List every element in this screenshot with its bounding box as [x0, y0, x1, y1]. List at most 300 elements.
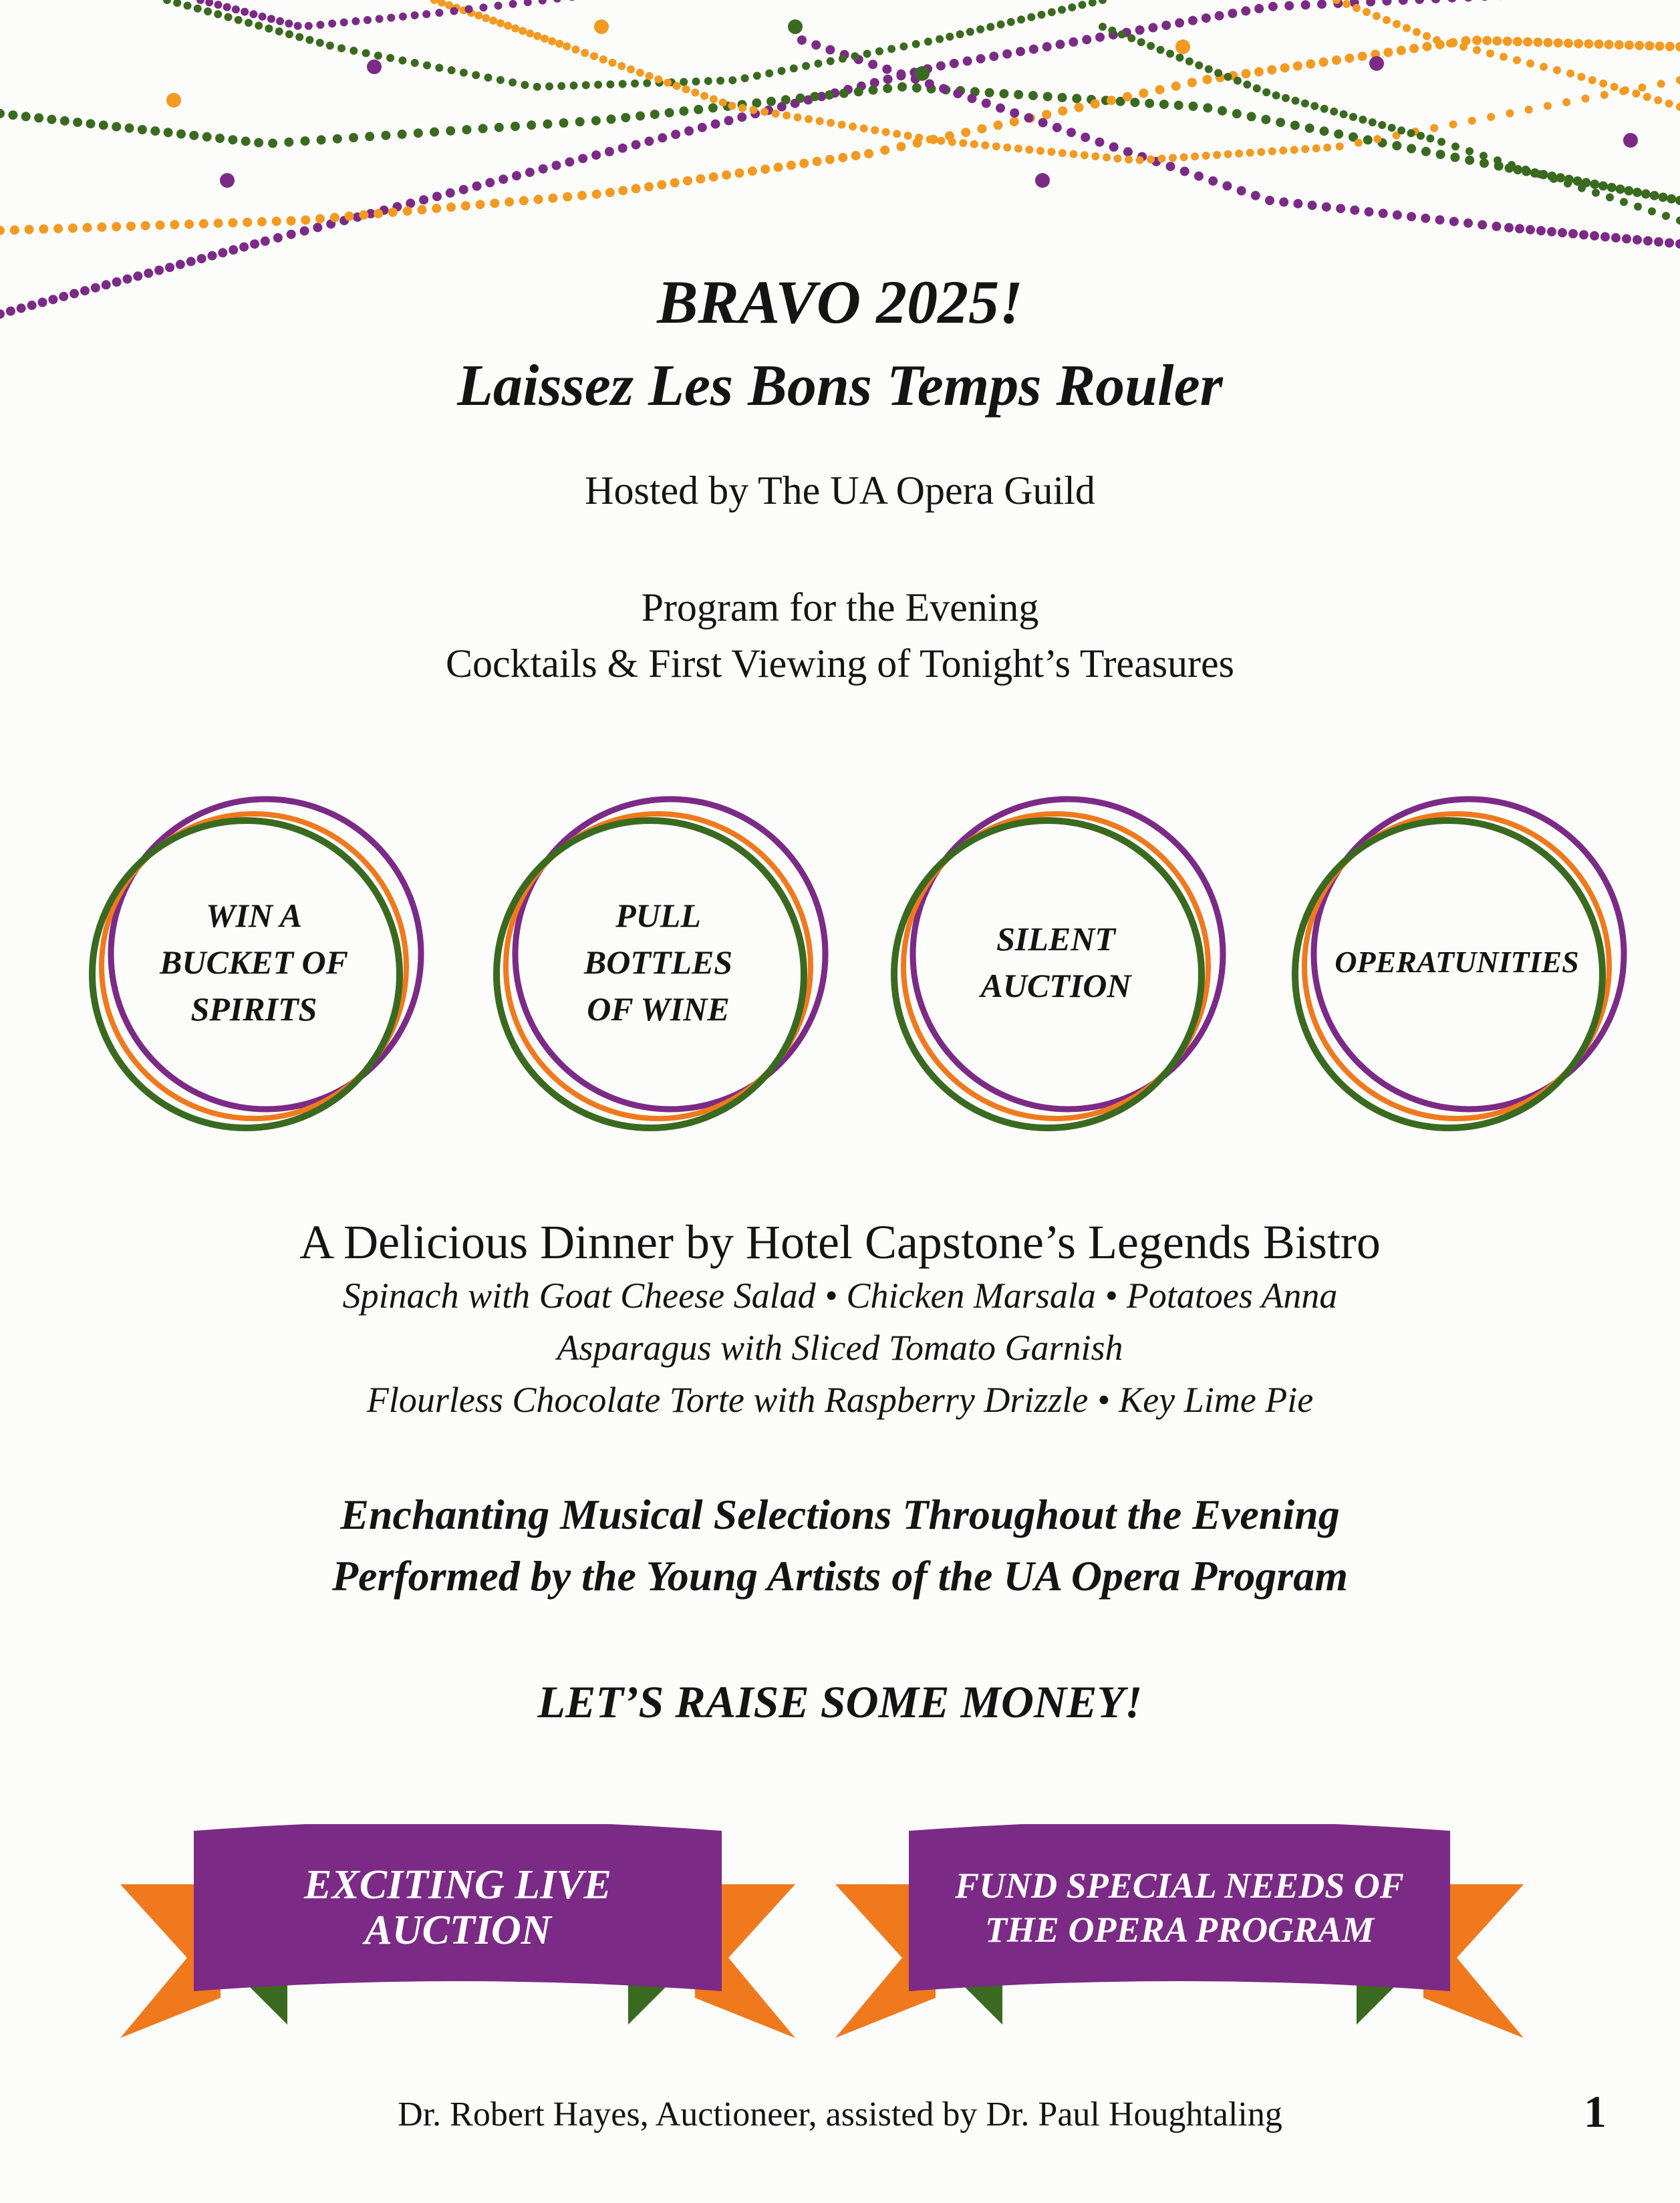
bead: [1382, 0, 1391, 5]
bead: [1171, 82, 1181, 91]
bead: [985, 88, 994, 98]
bead: [658, 133, 667, 142]
bead: [208, 251, 217, 261]
bead: [1522, 166, 1530, 174]
bead: [1590, 180, 1599, 189]
bead: [1487, 113, 1495, 121]
bead: [1604, 40, 1614, 49]
bead: [1436, 150, 1445, 159]
bead: [994, 120, 1003, 130]
bead: [1607, 183, 1617, 192]
call-to-action: LET’S RAISE SOME MONEY!: [537, 1676, 1143, 1727]
bead: [1492, 222, 1501, 231]
bead: [1399, 0, 1408, 5]
bead: [1676, 216, 1680, 225]
bead: [1228, 9, 1237, 18]
bead: [1533, 37, 1542, 47]
bead: [1349, 113, 1357, 121]
bead: [0, 226, 5, 235]
ribbon-banner-live-auction: [114, 1824, 802, 2058]
bead: [811, 40, 821, 49]
bead: [255, 21, 263, 29]
bead: [570, 82, 578, 90]
bead: [512, 171, 521, 180]
bead: [423, 61, 431, 69]
bead: [1072, 94, 1081, 103]
bead: [599, 55, 607, 63]
bead: [1606, 193, 1614, 201]
bead: [10, 225, 19, 235]
bead: [241, 136, 251, 146]
bead: [1540, 63, 1548, 71]
bead: [272, 216, 281, 226]
bead: [592, 190, 601, 199]
bead: [671, 130, 680, 139]
bead: [1180, 153, 1188, 161]
bead: [946, 33, 954, 41]
bead: [575, 117, 585, 126]
bead: [1174, 101, 1183, 110]
bead: [1280, 63, 1290, 73]
bead: [301, 136, 310, 146]
bead: [1042, 110, 1051, 120]
bead: [163, 0, 171, 4]
bead: [1638, 84, 1646, 92]
bead: [1268, 2, 1278, 11]
bead: [1648, 207, 1656, 215]
bead: [748, 166, 757, 176]
bead: [790, 64, 798, 72]
bead: [912, 40, 920, 48]
bead: [1254, 4, 1264, 13]
bead: [1645, 41, 1654, 51]
activity-label: WIN A BUCKET OF SPIRITS: [159, 897, 348, 1028]
bead: [1139, 89, 1148, 98]
bead: [1317, 0, 1326, 9]
bead: [1611, 83, 1619, 91]
bead: [548, 37, 556, 45]
bead: [805, 115, 813, 123]
bead: [1568, 229, 1578, 239]
bead: [1279, 197, 1288, 206]
bead: [868, 59, 877, 69]
bead: [204, 7, 212, 15]
bead: [1594, 39, 1604, 49]
bead: [1600, 91, 1608, 99]
bead: [432, 204, 441, 213]
bead: [692, 78, 700, 86]
bead: [176, 130, 186, 139]
bead: [480, 3, 488, 11]
bead: [511, 122, 520, 131]
bead: [1014, 144, 1022, 152]
bead: [590, 52, 598, 60]
bead: [519, 196, 529, 205]
bead: [708, 104, 718, 113]
bead: [1590, 231, 1599, 241]
bead: [245, 19, 253, 27]
page-title: BRAVO 2025!: [657, 268, 1023, 336]
loose-bead: [788, 19, 803, 34]
bead: [553, 0, 561, 3]
bead: [1578, 184, 1586, 192]
bead: [1478, 220, 1487, 229]
bead: [1175, 53, 1183, 61]
bead: [1310, 102, 1318, 110]
bead: [1027, 13, 1035, 21]
bead: [1421, 147, 1431, 156]
bead: [1592, 189, 1600, 197]
bead: [1215, 11, 1224, 21]
bead: [1463, 218, 1473, 228]
bead: [1486, 49, 1494, 57]
bead: [1188, 16, 1198, 25]
bead: [864, 149, 873, 158]
bead: [1553, 66, 1561, 74]
bead: [1147, 156, 1155, 164]
bead: [1251, 191, 1260, 200]
bead: [915, 134, 923, 142]
bead: [670, 178, 680, 188]
bead: [880, 146, 889, 155]
bead: [1620, 198, 1628, 206]
bead: [1010, 108, 1019, 118]
bead: [1643, 237, 1653, 246]
bead: [435, 64, 443, 72]
bead: [1292, 97, 1300, 105]
bead: [499, 174, 508, 184]
bead: [459, 185, 468, 194]
bead: [1340, 110, 1348, 118]
bead: [664, 79, 672, 87]
bead: [1566, 69, 1574, 78]
bead: [112, 222, 121, 231]
bead: [605, 188, 615, 197]
bead: [275, 27, 283, 35]
bead: [565, 157, 574, 166]
bead: [250, 239, 259, 249]
bead: [1353, 4, 1361, 12]
bead: [194, 5, 202, 13]
bead: [1075, 103, 1084, 112]
bead: [1068, 3, 1076, 11]
bead: [621, 113, 630, 122]
bead: [374, 209, 383, 218]
bead: [239, 243, 249, 252]
bead: [519, 27, 527, 35]
bead: [1306, 59, 1315, 69]
bead: [1043, 92, 1053, 102]
bead: [1654, 237, 1663, 247]
bead: [399, 13, 407, 21]
bead: [1676, 103, 1680, 111]
bead: [728, 76, 736, 84]
bead: [1246, 149, 1254, 157]
bead: [1175, 18, 1184, 27]
bead: [1002, 49, 1012, 59]
bead: [594, 81, 602, 89]
bead: [825, 90, 834, 100]
bead: [1579, 230, 1588, 239]
bead: [1526, 225, 1535, 235]
bead: [1242, 69, 1251, 78]
bead: [1224, 73, 1232, 81]
loose-bead: [1623, 133, 1638, 148]
program-heading: Program for the Evening: [641, 585, 1039, 629]
bead: [249, 10, 257, 18]
bead: [1513, 37, 1522, 46]
bead: [1243, 81, 1251, 89]
bead: [418, 205, 427, 214]
bead: [1633, 235, 1642, 245]
bead: [722, 170, 731, 180]
bead: [741, 74, 749, 82]
bead: [1407, 129, 1415, 137]
bead: [1158, 154, 1166, 162]
bead: [265, 25, 273, 33]
bead: [607, 114, 616, 124]
bead: [997, 21, 1005, 29]
bead: [1421, 214, 1430, 223]
bead: [1564, 39, 1573, 48]
bead: [1574, 39, 1583, 48]
bead: [1213, 151, 1221, 159]
bead: [484, 74, 493, 82]
bead: [1029, 45, 1038, 54]
bead: [294, 22, 302, 30]
bead: [887, 45, 895, 53]
bead: [1468, 117, 1476, 125]
bead: [904, 132, 912, 140]
bead: [316, 39, 324, 47]
loose-bead: [367, 59, 382, 74]
bead: [482, 14, 490, 22]
bead: [772, 110, 780, 118]
bead: [53, 224, 63, 233]
bead: [682, 86, 690, 94]
bead: [810, 92, 819, 102]
bead: [1397, 46, 1406, 55]
host-line: Hosted by The UA Opera Guild: [585, 468, 1095, 512]
loose-bead: [1035, 173, 1050, 188]
bead: [644, 182, 654, 191]
bead: [1081, 133, 1090, 142]
bead: [1482, 36, 1492, 45]
bead: [1431, 0, 1441, 3]
bead: [229, 245, 238, 255]
bead: [1358, 51, 1367, 61]
bead: [1203, 75, 1212, 84]
bead: [254, 138, 263, 148]
bead: [218, 248, 227, 257]
bead: [966, 28, 974, 36]
bead: [422, 10, 430, 18]
bead: [632, 140, 641, 150]
bead: [1378, 121, 1386, 129]
bead: [1232, 109, 1242, 118]
bead: [386, 54, 394, 62]
bead: [548, 194, 557, 203]
bead: [1446, 39, 1454, 47]
bead: [897, 69, 906, 79]
bead: [838, 153, 847, 162]
bead: [1423, 42, 1432, 51]
bead: [170, 220, 179, 229]
bead: [1025, 146, 1033, 154]
bead: [545, 82, 553, 90]
bead: [665, 108, 674, 118]
bead: [1363, 8, 1371, 16]
bead: [284, 138, 293, 147]
bead: [1332, 55, 1341, 65]
bead: [851, 151, 861, 160]
bead: [1615, 40, 1624, 49]
bead: [438, 0, 446, 7]
bead: [1290, 146, 1298, 154]
bead: [1624, 186, 1633, 196]
bead: [1582, 95, 1590, 103]
bead: [1135, 25, 1145, 35]
bead: [827, 119, 835, 127]
bead: [184, 2, 192, 10]
bead: [1480, 152, 1488, 160]
bead: [1635, 41, 1644, 50]
bead: [897, 82, 907, 92]
bead: [205, 0, 213, 7]
bead: [1267, 65, 1276, 75]
ribbon-label: FUND SPECIAL NEEDS OF THE OPERA PROGRAM: [955, 1866, 1404, 1950]
bead: [543, 120, 552, 129]
bead: [1437, 138, 1445, 146]
bead: [465, 5, 473, 13]
bead: [1224, 150, 1232, 158]
bead: [1544, 38, 1553, 47]
bead: [489, 17, 497, 25]
bead: [232, 5, 240, 13]
activity-circle-silent-auction: [869, 775, 1243, 1149]
bead: [724, 116, 734, 126]
bead: [1010, 117, 1019, 126]
loose-bead: [594, 19, 609, 34]
music-line: Enchanting Musical Selections Throughout the Evening: [340, 1491, 1340, 1538]
bead: [1247, 112, 1256, 122]
bead: [1562, 98, 1570, 106]
bead: [276, 17, 284, 25]
bead: [60, 116, 69, 126]
bead: [1136, 156, 1144, 164]
bead: [559, 118, 569, 128]
bead: [1166, 49, 1174, 57]
bead: [1577, 73, 1585, 81]
bead: [1058, 93, 1067, 102]
bead: [301, 215, 310, 225]
bead: [709, 172, 718, 182]
bead: [825, 155, 835, 164]
bead: [1118, 31, 1126, 39]
bead: [141, 221, 150, 231]
bead: [851, 52, 859, 60]
loose-bead: [1175, 39, 1190, 54]
bead: [1465, 156, 1474, 165]
bead: [794, 114, 802, 122]
bead: [1099, 23, 1107, 31]
bead: [1108, 27, 1116, 35]
bead: [509, 78, 517, 86]
bead: [495, 2, 503, 10]
ribbon-label: EXCITING LIVE AUCTION: [304, 1862, 611, 1953]
bead: [710, 95, 718, 103]
bead: [1157, 46, 1165, 54]
bead: [1393, 210, 1402, 220]
bead: [1403, 24, 1411, 32]
bead: [893, 130, 901, 138]
bead: [1409, 44, 1419, 53]
bead: [1042, 42, 1052, 51]
bead: [1523, 37, 1532, 47]
bead: [228, 135, 237, 144]
bead: [766, 97, 776, 106]
bead: [1426, 134, 1434, 142]
bead: [1276, 118, 1285, 127]
bead: [1282, 94, 1290, 102]
bead: [883, 84, 892, 93]
bead: [619, 80, 627, 88]
bead: [1091, 152, 1099, 160]
bead: [432, 192, 442, 201]
bead: [1322, 202, 1331, 212]
bead: [617, 62, 625, 70]
bead: [1024, 113, 1033, 122]
bead: [1447, 0, 1457, 3]
bead: [1107, 96, 1116, 105]
bead: [1665, 42, 1675, 51]
bead: [8, 110, 17, 120]
bead: [316, 21, 324, 29]
bead: [1038, 11, 1046, 19]
bead: [189, 131, 198, 140]
activity-label: SILENT AUCTION: [980, 920, 1131, 1004]
bead: [1544, 102, 1552, 110]
bead: [215, 134, 225, 143]
loose-bead: [1369, 56, 1384, 71]
bead: [1058, 106, 1067, 116]
bead: [1053, 123, 1062, 132]
bead: [1059, 149, 1067, 157]
bead: [953, 89, 962, 98]
bead: [1472, 35, 1482, 45]
bead: [1145, 99, 1154, 108]
bead: [657, 180, 666, 190]
bead: [387, 14, 395, 22]
bead: [414, 128, 423, 138]
bead: [825, 45, 835, 55]
bead: [1397, 126, 1405, 134]
bead: [783, 112, 791, 120]
bead: [1611, 233, 1621, 243]
bead: [1130, 98, 1139, 107]
bead: [330, 213, 339, 223]
dinner-heading: A Delicious Dinner by Hotel Capstone’s Legends Bistro: [299, 1215, 1381, 1269]
bead: [472, 182, 482, 191]
bead: [1600, 232, 1610, 241]
bead: [552, 161, 561, 170]
bead: [912, 84, 922, 93]
bead: [430, 128, 439, 137]
bead: [1109, 142, 1119, 152]
bead: [1584, 39, 1593, 49]
bead: [992, 142, 1000, 150]
bead: [1268, 147, 1276, 155]
